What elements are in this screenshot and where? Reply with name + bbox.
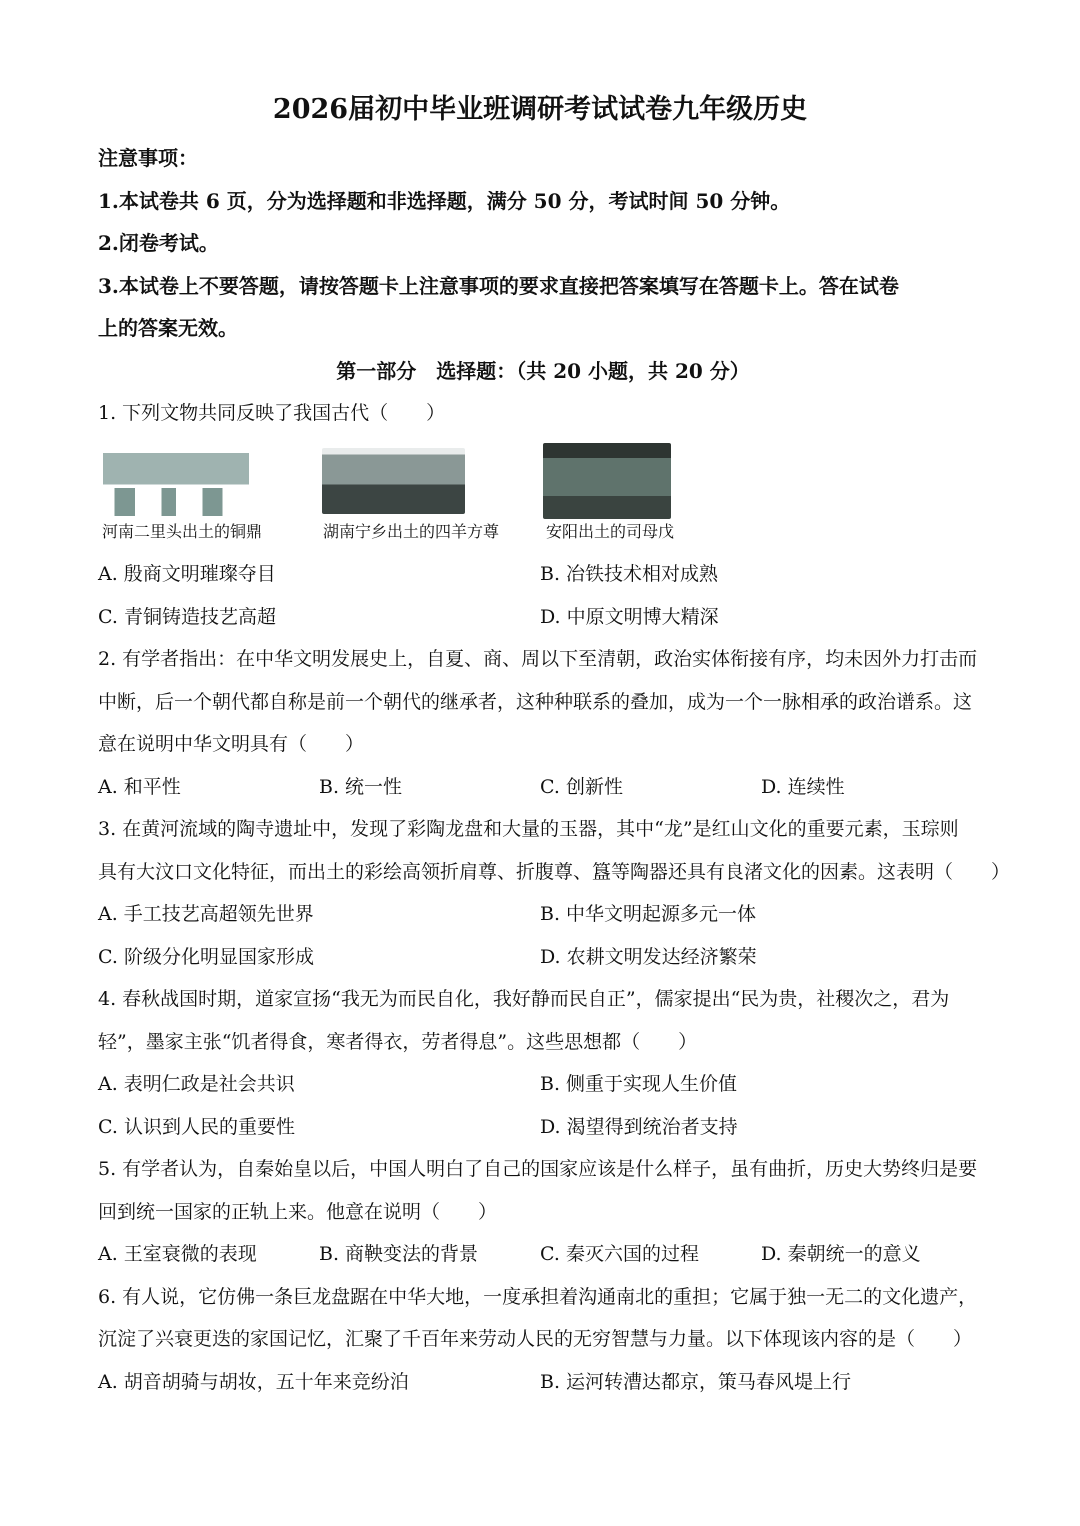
option-d: D. 农耕文明发达经济繁荣 bbox=[540, 945, 757, 968]
question-4 bbox=[98, 978, 988, 1148]
question-5 bbox=[98, 1148, 988, 1276]
option-c: C. 秦灭六国的过程 bbox=[540, 1243, 699, 1265]
figure-captions bbox=[98, 511, 988, 554]
option-a: A. 王室衰微的表现 bbox=[98, 1243, 257, 1265]
option-b: B. 商鞅变法的背景 bbox=[319, 1243, 479, 1265]
exam-page bbox=[98, 89, 1011, 1403]
question-6 bbox=[98, 1276, 988, 1404]
option-c: C. 阶级分化明显国家形成 bbox=[98, 945, 314, 968]
option-b: B. 侧重于实现人生价值 bbox=[540, 1073, 738, 1095]
figure-caption: 河南二里头出土的铜鼎 bbox=[102, 521, 263, 541]
part-heading: 第一部分 选择题：（共 20 小题，共 20 分） bbox=[336, 358, 750, 383]
question-stem: 意在说明中华文明具有（ ） bbox=[98, 733, 365, 755]
notice-line: 3.本试卷上不要答题，请按答题卡上注意事项的要求直接把答案填写在答题卡上。答在试卷 bbox=[98, 273, 899, 298]
notice-line: 1.本试卷共 6 页，分为选择题和非选择题，满分 50 分，考试时间 50 分钟。 bbox=[98, 188, 791, 213]
question-2 bbox=[98, 638, 988, 808]
figure-caption: 安阳出土的司母戊 bbox=[546, 521, 675, 541]
option-b: B. 中华文明起源多元一体 bbox=[540, 903, 757, 925]
simuwu-ding-image bbox=[543, 443, 671, 519]
option-c: C. 认识到人民的重要性 bbox=[98, 1115, 295, 1138]
notice-line: 2.闭卷考试。 bbox=[98, 231, 219, 255]
question-stem: 2. 有学者指出：在中华文明发展史上，自夏、商、周以下至清朝，政治实体衔接有序，均未因外力打击而 bbox=[98, 648, 978, 670]
question-stem: 5. 有学者认为，自秦始皇以后，中国人明白了自己的国家应该是什么样子，虽有曲折，历史大势终归是要 bbox=[98, 1158, 978, 1180]
question-stem: 3. 在黄河流域的陶寺遗址中，发现了彩陶龙盘和大量的玉器，其中“龙”是红山文化的重要元素，玉琮则 bbox=[98, 818, 959, 840]
option-d: D. 渴望得到统治者支持 bbox=[540, 1115, 738, 1138]
option-d: D. 秦朝统一的意义 bbox=[761, 1243, 921, 1265]
option-a: A. 和平性 bbox=[98, 775, 181, 798]
option-b: B. 运河转漕达都京，策马春风堤上行 bbox=[540, 1370, 852, 1393]
option-a: A. 胡音胡骑与胡妆，五十年来竞纷泊 bbox=[98, 1370, 409, 1393]
option-a: A. 殷商文明璀璨夺目 bbox=[98, 563, 276, 585]
option-b: B. 冶铁技术相对成熟 bbox=[540, 563, 719, 585]
bronze-ding-image bbox=[103, 446, 249, 516]
option-b: B. 统一性 bbox=[319, 775, 403, 798]
question-stem: 轻”，墨家主张“饥者得食，寒者得衣，劳者得息”。这些思想都（ ） bbox=[98, 1030, 698, 1053]
exam-title: 2026届初中毕业班调研考试试卷九年级历史 bbox=[272, 94, 808, 125]
option-d: D. 连续性 bbox=[761, 775, 845, 798]
figure-caption: 湖南宁乡出土的四羊方尊 bbox=[323, 521, 500, 541]
option-c: C. 青铜铸造技艺高超 bbox=[98, 605, 276, 628]
question-stem: 回到统一国家的正轨上来。他意在说明（ ） bbox=[98, 1200, 498, 1223]
question-stem: 4. 春秋战国时期，道家宣扬“我无为而民自化，我好静而民自正”，儒家提出“民为贵，社稷次之，君为 bbox=[98, 988, 950, 1010]
question-1 bbox=[98, 392, 988, 638]
question-3 bbox=[98, 808, 1011, 978]
four-ram-zun-image bbox=[322, 448, 465, 514]
notice-heading: 注意事项： bbox=[98, 146, 198, 170]
question-stem: 6. 有人说，它仿佛一条巨龙盘踞在中华大地，一度承担着沟通南北的重担；它属于独一无二的文化遗产， bbox=[98, 1285, 978, 1308]
option-a: A. 表明仁政是社会共识 bbox=[98, 1073, 295, 1095]
notice-line: 上的答案无效。 bbox=[98, 316, 238, 340]
question-stem: 沉淀了兴衰更迭的家国记忆，汇聚了千百年来劳动人民的无穷智慧与力量。以下体现该内容的是（ ） bbox=[98, 1328, 973, 1350]
question-stem: 中断，后一个朝代都自称是前一个朝代的继承者，这种种联系的叠加，成为一个一脉相承的政治谱系。这 bbox=[98, 690, 973, 713]
option-d: D. 中原文明博大精深 bbox=[540, 605, 719, 628]
option-c: C. 创新性 bbox=[540, 775, 623, 798]
question-stem: 具有大汶口文化特征，而出土的彩绘高领折肩尊、折腹尊、簋等陶器还具有良渚文化的因素。这表明（ ） bbox=[98, 860, 1011, 883]
option-a: A. 手工技艺高超领先世界 bbox=[98, 903, 314, 925]
question-stem: 1. 下列文物共同反映了我国古代（ ） bbox=[98, 402, 446, 424]
